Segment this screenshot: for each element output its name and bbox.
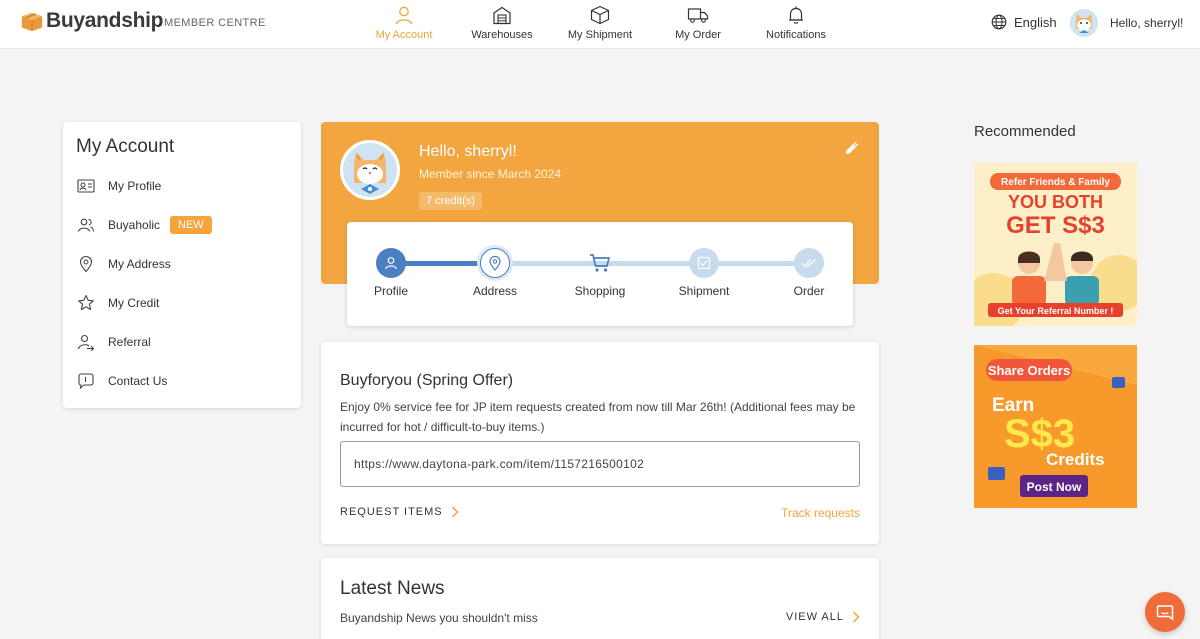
request-items-label: REQUEST ITEMS	[340, 506, 443, 518]
nav-notifications[interactable]	[746, 5, 846, 41]
user-greeting: Hello, sherryl!	[1110, 16, 1184, 30]
checklist-icon	[697, 256, 711, 270]
avatar	[1070, 9, 1098, 37]
language-selector[interactable]	[991, 14, 1057, 30]
users-icon	[77, 216, 95, 234]
onboarding-progress	[347, 222, 853, 326]
sidebar-item-referral[interactable]	[77, 331, 151, 353]
user-icon	[384, 256, 398, 270]
latest-news-card	[321, 558, 879, 639]
cat-avatar-icon	[343, 143, 397, 197]
sidebar-item-label: My Address	[108, 257, 171, 271]
step-shipment[interactable]	[689, 248, 719, 278]
box-logo-icon	[20, 9, 44, 33]
new-badge: NEW	[170, 216, 212, 234]
id-card-icon	[77, 177, 95, 195]
share-orders-banner[interactable]	[974, 345, 1137, 508]
sidebar-item-my-credit[interactable]	[77, 292, 159, 314]
banner1-top: Refer Friends & Family	[1001, 177, 1110, 188]
banner1-bottom: Get Your Referral Number !	[997, 306, 1114, 316]
credits-badge[interactable]: 7 credit(s)	[419, 192, 482, 210]
user-icon	[394, 5, 414, 25]
chat-icon	[1156, 603, 1174, 621]
step-label: Address	[472, 284, 518, 298]
banner1-line1: YOU BOTH	[1007, 192, 1104, 212]
location-pin-icon	[77, 255, 95, 273]
cat-avatar-icon	[1070, 9, 1098, 37]
referral-banner[interactable]	[974, 163, 1137, 326]
warehouse-icon	[492, 5, 512, 25]
truck-icon	[687, 5, 709, 25]
cart-icon	[589, 253, 611, 273]
news-title: Latest News	[340, 578, 445, 599]
track-requests-link[interactable]: Track requests	[781, 506, 860, 520]
chat-bubble-icon	[77, 372, 95, 390]
sidebar-item-label: Buyaholic	[108, 218, 161, 232]
request-items-button[interactable]	[340, 506, 459, 518]
view-all-button[interactable]	[786, 611, 860, 623]
step-address[interactable]	[480, 248, 510, 278]
buyforyou-card	[321, 342, 879, 544]
sidebar-item-label: Contact Us	[108, 374, 168, 388]
bell-icon	[786, 5, 806, 25]
progress-track-remaining	[495, 261, 809, 266]
nav-label: My Order	[675, 29, 721, 41]
box-icon	[590, 5, 610, 25]
profile-avatar[interactable]	[340, 140, 400, 200]
nav-my-shipment[interactable]	[550, 5, 650, 41]
banner2-line1: Earn	[992, 395, 1035, 416]
step-profile[interactable]	[376, 248, 406, 278]
profile-greeting: Hello, sherryl!	[419, 143, 517, 160]
step-label: Shopping	[574, 284, 626, 298]
chat-widget-button[interactable]	[1145, 592, 1185, 632]
step-label: Shipment	[678, 284, 730, 298]
referral-banner-graphic	[974, 163, 1137, 326]
buyforyou-title: Buyforyou (Spring Offer)	[340, 372, 514, 389]
sidebar-item-my-profile[interactable]	[77, 175, 161, 197]
nav-my-account[interactable]	[354, 5, 454, 41]
chevron-right-icon	[451, 506, 459, 518]
nav-label: My Account	[375, 29, 433, 41]
sidebar	[63, 122, 301, 408]
double-check-icon	[801, 257, 817, 269]
sidebar-item-my-address[interactable]	[77, 253, 171, 275]
step-label: Order	[793, 284, 825, 298]
user-menu[interactable]	[1070, 9, 1183, 37]
view-all-label: VIEW ALL	[785, 611, 844, 623]
nav-my-order[interactable]	[648, 5, 748, 41]
sidebar-item-label: My Credit	[108, 296, 160, 310]
item-url-input[interactable]	[340, 441, 860, 487]
banner1-line2: GET S$3	[1006, 212, 1105, 239]
sidebar-item-label: My Profile	[108, 179, 162, 193]
top-bar	[0, 0, 1200, 49]
news-subtitle: Buyandship News you shouldn't miss	[340, 611, 538, 625]
sidebar-title: My Account	[76, 136, 175, 157]
recommended-title: Recommended	[974, 123, 1076, 140]
step-order[interactable]	[794, 248, 824, 278]
banner2-line3: Credits	[1046, 450, 1105, 469]
banner2-cta: Post Now	[1026, 480, 1082, 494]
edit-pencil-icon[interactable]	[843, 139, 861, 157]
nav-label: My Shipment	[567, 29, 633, 41]
star-icon	[77, 294, 95, 312]
user-plus-icon	[77, 333, 95, 351]
sidebar-item-contact-us[interactable]	[77, 370, 167, 392]
step-label: Profile	[373, 284, 408, 298]
language-label: English	[1014, 14, 1057, 30]
step-shopping[interactable]	[585, 248, 615, 278]
banner2-top: Share Orders	[987, 363, 1071, 378]
location-pin-icon	[488, 255, 502, 271]
member-centre-label: MEMBER CENTRE	[164, 17, 266, 29]
sidebar-item-buyaholic[interactable]	[77, 214, 212, 236]
nav-warehouses[interactable]	[452, 5, 552, 41]
member-since: Member since March 2024	[419, 167, 562, 181]
nav-label: Warehouses	[471, 29, 533, 41]
nav-label: Notifications	[766, 29, 826, 41]
chevron-right-icon	[852, 611, 860, 623]
share-orders-banner-graphic	[974, 345, 1137, 508]
brand-logo[interactable]	[20, 9, 163, 33]
globe-icon	[991, 14, 1007, 30]
brand-name: Buyandship	[46, 9, 164, 32]
sidebar-item-label: Referral	[108, 335, 151, 349]
banner2-line2: S$3	[1004, 412, 1076, 456]
buyforyou-description: Enjoy 0% service fee for JP item requests created from now till Mar 26th! (Additional fees may be incurred for hot / difficult-to-buy items.)	[340, 400, 856, 434]
